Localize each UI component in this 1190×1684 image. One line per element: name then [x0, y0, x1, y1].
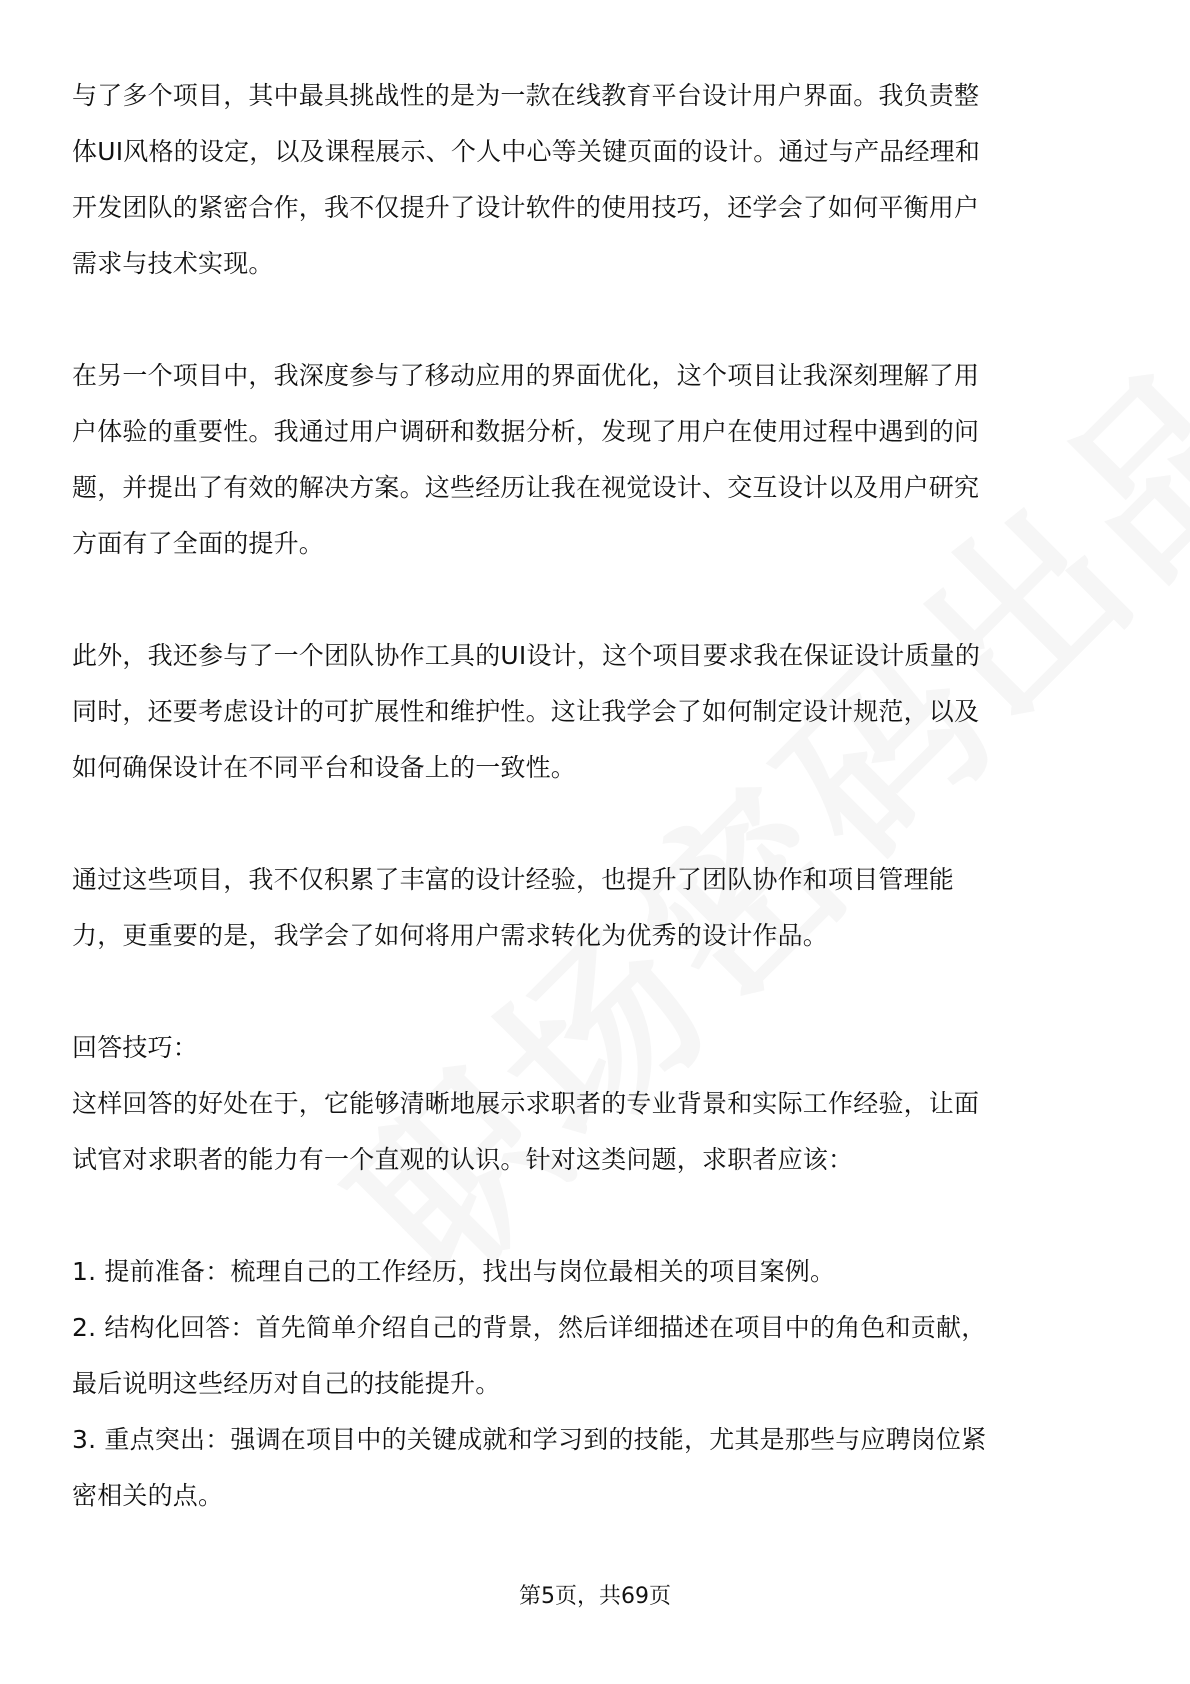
tips-section — [72, 1020, 1122, 1524]
text-line: 需求与技术实现。 — [72, 249, 274, 278]
list-item-line: 1. 提前准备：梳理自己的工作经历，找出与岗位最相关的项目案例。 — [72, 1257, 836, 1286]
list-item — [72, 1300, 1122, 1412]
list-item — [72, 1244, 1122, 1300]
paragraph-spacer — [72, 292, 1122, 348]
paragraph — [72, 68, 1122, 292]
text-line: 试官对求职者的能力有一个直观的认识。针对这类问题，求职者应该： — [72, 1145, 854, 1174]
text-line: 这样回答的好处在于，它能够清晰地展示求职者的专业背景和实际工作经验，让面 — [72, 1089, 980, 1118]
paragraph — [72, 852, 1122, 964]
paragraph — [72, 348, 1122, 572]
tips-heading: 回答技巧： — [72, 1033, 199, 1062]
paragraph — [72, 628, 1122, 796]
page-number: 第5页，共69页 — [519, 1584, 671, 1609]
text-line: 如何确保设计在不同平台和设备上的一致性。 — [72, 753, 577, 782]
paragraph-spacer — [72, 964, 1122, 1020]
text-line: 在另一个项目中，我深度参与了移动应用的界面优化，这个项目让我深刻理解了用 — [72, 361, 980, 390]
text-line: 开发团队的紧密合作，我不仅提升了设计软件的使用技巧，还学会了如何平衡用户 — [72, 193, 980, 222]
tips-list — [72, 1244, 1122, 1524]
text-line: 同时，还要考虑设计的可扩展性和维护性。这让我学会了如何制定设计规范，以及 — [72, 697, 980, 726]
text-line: 体UI风格的设定，以及课程展示、个人中心等关键页面的设计。通过与产品经理和 — [72, 137, 981, 166]
text-line: 与了多个项目，其中最具挑战性的是为一款在线教育平台设计用户界面。我负责整 — [72, 81, 980, 110]
text-line: 此外，我还参与了一个团队协作工具的UI设计，这个项目要求我在保证设计质量的 — [72, 641, 981, 670]
text-line: 题，并提出了有效的解决方案。这些经历让我在视觉设计、交互设计以及用户研究 — [72, 473, 980, 502]
paragraph-spacer — [72, 1188, 1122, 1244]
text-line: 户体验的重要性。我通过用户调研和数据分析，发现了用户在使用过程中遇到的问 — [72, 417, 980, 446]
text-line: 方面有了全面的提升。 — [72, 529, 325, 558]
document-body — [72, 68, 1122, 1524]
list-item-line: 3. 重点突出：强调在项目中的关键成就和学习到的技能，尤其是那些与应聘岗位紧 — [72, 1425, 987, 1454]
paragraph-spacer — [72, 572, 1122, 628]
list-item-line: 最后说明这些经历对自己的技能提升。 — [72, 1369, 501, 1398]
list-item — [72, 1412, 1122, 1524]
list-item-line: 2. 结构化回答：首先简单介绍自己的背景，然后详细描述在项目中的角色和贡献， — [72, 1313, 987, 1342]
text-line: 通过这些项目，我不仅积累了丰富的设计经验，也提升了团队协作和项目管理能 — [72, 865, 955, 894]
list-item-line: 密相关的点。 — [72, 1481, 224, 1510]
text-line: 力，更重要的是，我学会了如何将用户需求转化为优秀的设计作品。 — [72, 921, 829, 950]
paragraph-spacer — [72, 796, 1122, 852]
